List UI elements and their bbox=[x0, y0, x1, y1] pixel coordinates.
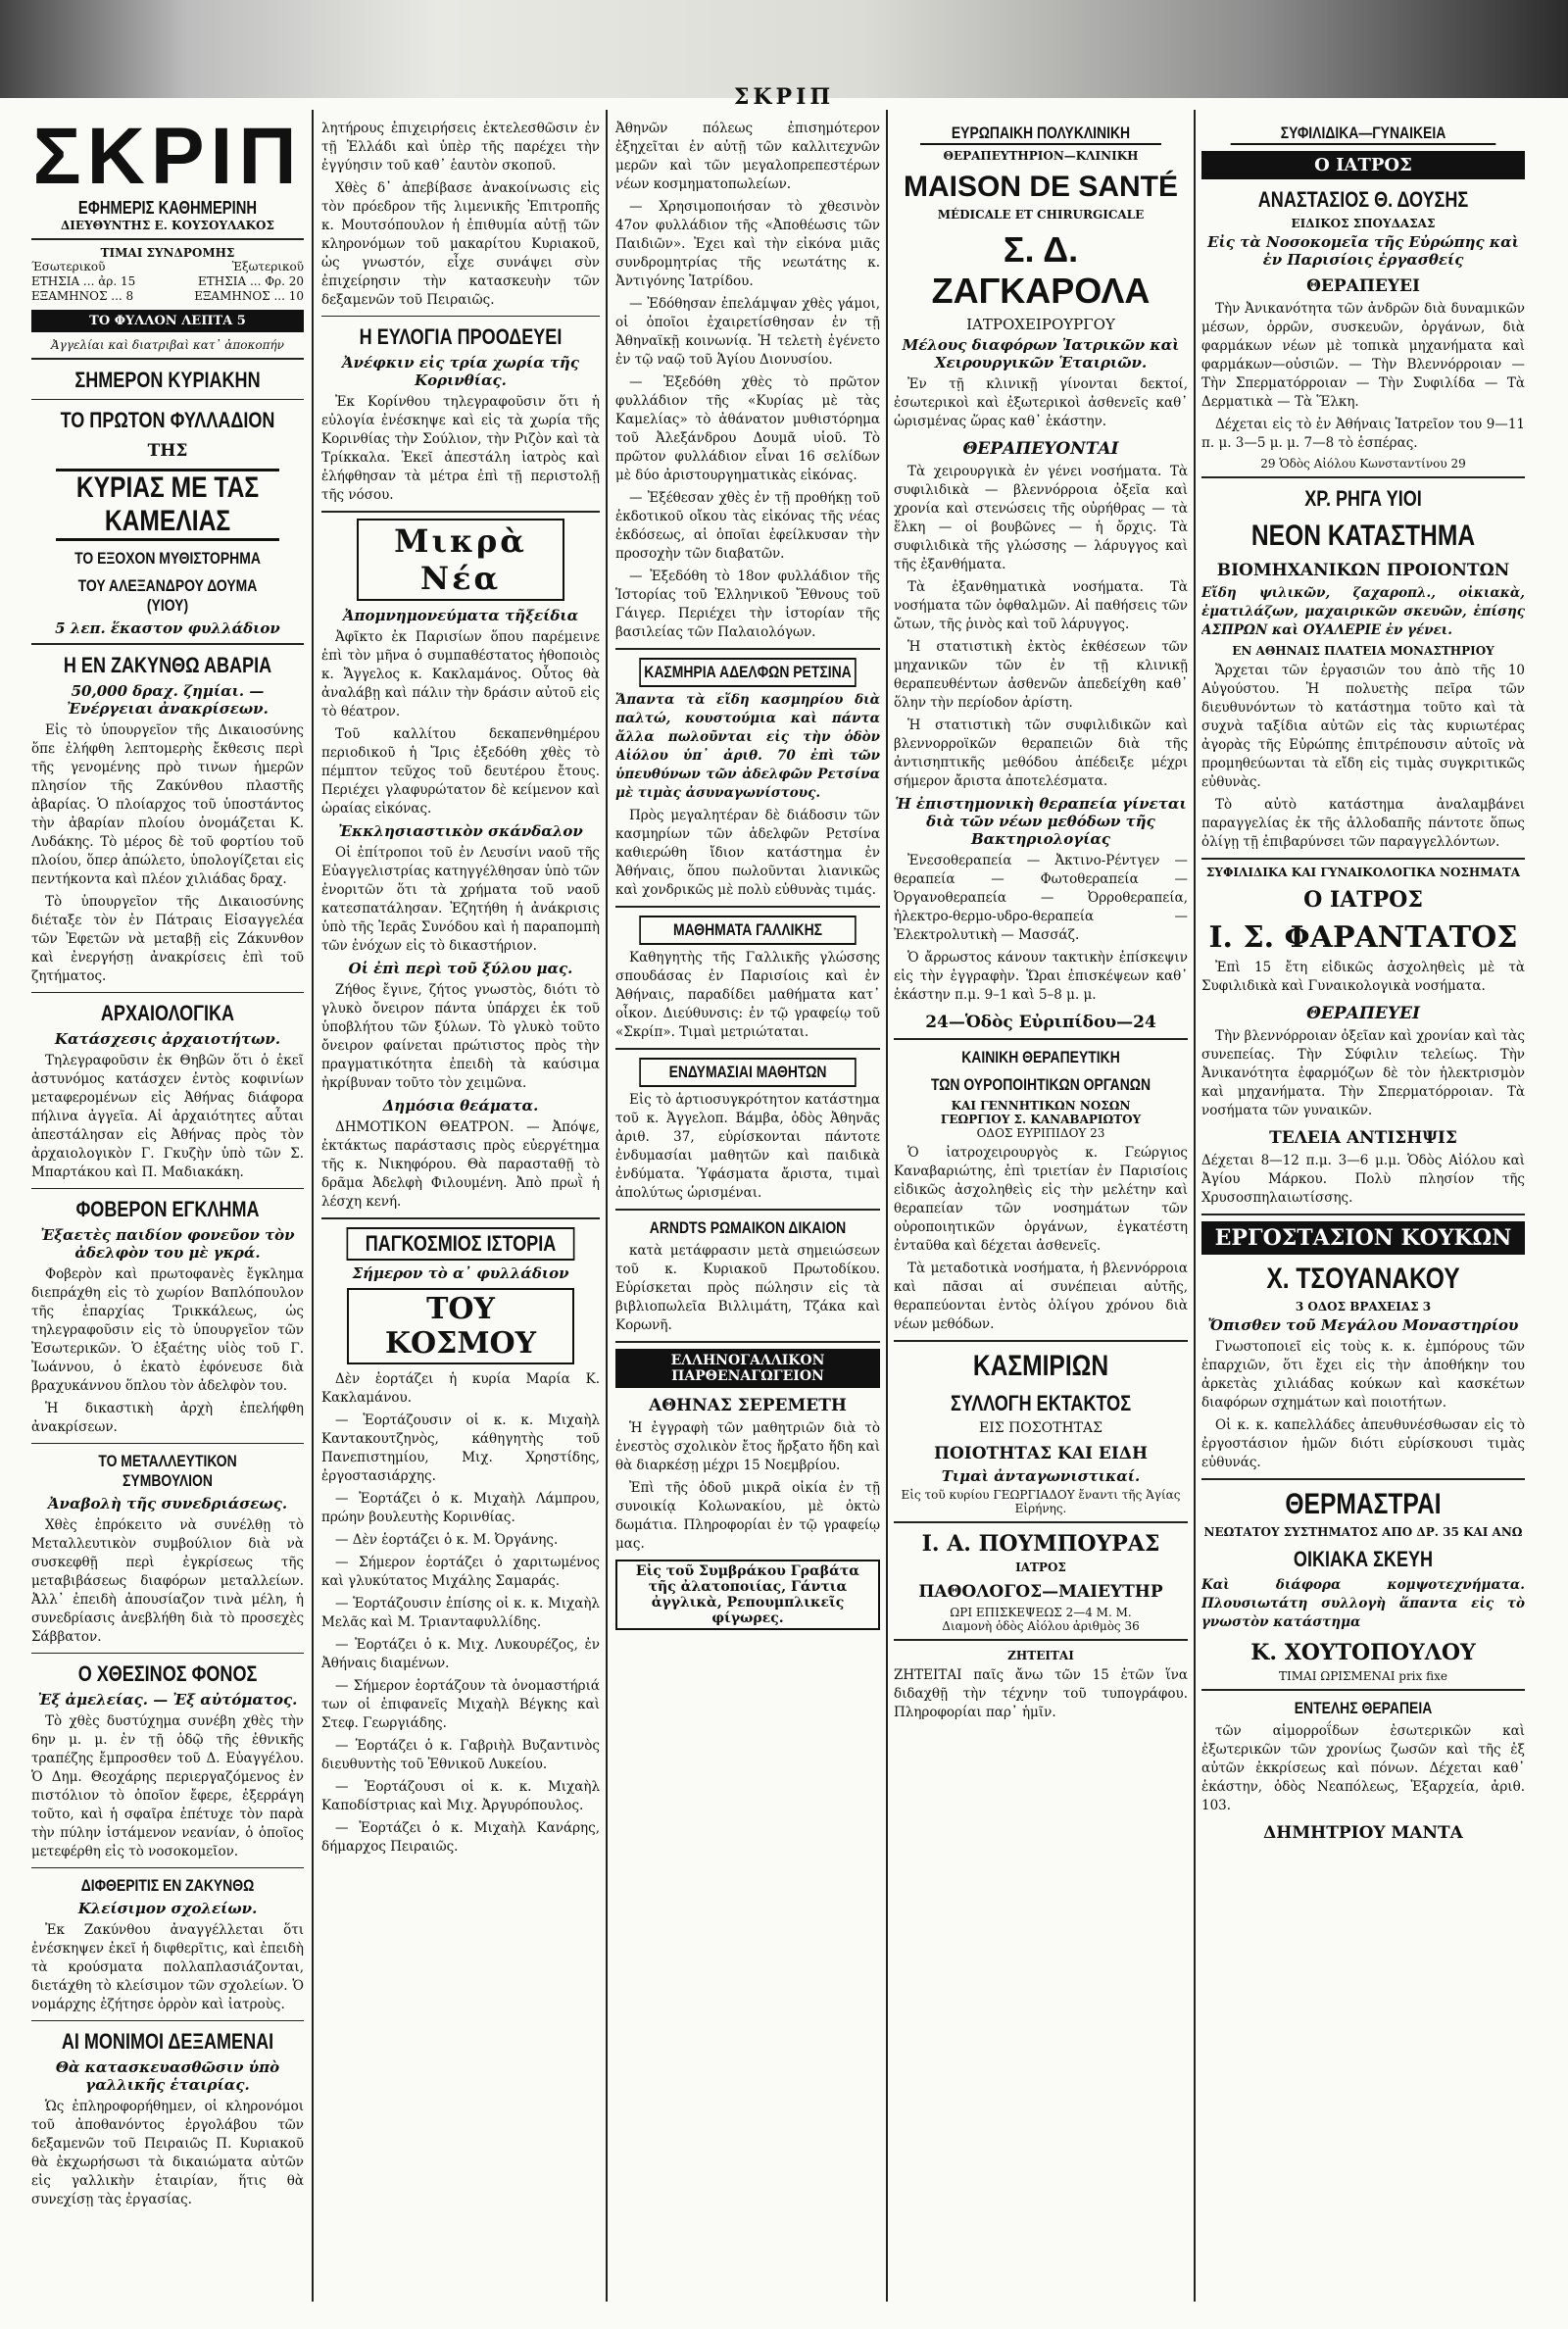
divider bbox=[894, 1639, 1188, 1641]
ad-text: Καθηγητὴς τῆς Γαλλικῆς γλώσσης σπουδάσας ἐν Παρισίοις καὶ ἐν Ἀθήναις, παραδίδει μαθήματα κατ᾽ οἶκον. Διεύθυνσις: ἐν τῷ γραφείῳ τοῦ «Σκρίπ». Τιμαὶ μετριώταται. bbox=[615, 950, 880, 1040]
ad-text: κατὰ μετάφρασιν μετὰ σημειώσεων τοῦ κ. Κυριακοῦ Πρωτοδίκου. Εὑρίσκεται πρὸς πώλησιν εἰς τὰ βιβλιοπωλεῖα Βιλλιμάτη, Τζάκα καὶ Κορωνῆ. bbox=[615, 1243, 880, 1333]
list-item: — Δὲν ἑορτάζει ὁ κ. Μ. Ὀργάνης. bbox=[335, 1532, 559, 1548]
subscription-cell: ΕΤΗΣΙΑ ... Φρ. 20 bbox=[198, 274, 304, 288]
article-text: Φοβερὸν καὶ πρωτοφανὲς ἔγκλημα διεπράχθη εἰς τὸ χωρίον Βαπλόπουλον τῆς ἐπαρχίας Τρικκάλεως, ὡς τηλεγραφοῦσιν εἰς τὸ ὑπουργεῖον τῶν Ἐσωτερικῶν. Ὁ ἑξαέτης υἱὸς τοῦ Γ. Ἰωάννου, ὁ ἑκατὸ ἐφόνευσε διὰ βραχυκάννου ὅπλου τὸν ἀδελφὸν του. bbox=[31, 1266, 304, 1394]
ad-text: Ὁ ἰατροχειρουργὸς κ. Γεώργιος Καναβαριώτης, ἐπὶ τριετίαν ἐν Παρισίοις εἰδικῶς ἀσχοληθεὶς εἰς τὴν μελέτην καὶ θεραπείαν τῶν νοσημάτων τῶν οὐροποιητικῶν ὀργάνων, ἐγκατέστη ἐνταῦθα καὶ δέχεται ἀσθενεῖς. bbox=[894, 1145, 1188, 1254]
running-head: ΣΚΡΙΠ bbox=[733, 84, 835, 110]
headline: ΚΥΡΙΑΣ ΜΕ ΤΑΣ ΚΑΜΕΛΙΑΣ bbox=[56, 469, 279, 541]
ad-subtitle: ΘΕΡΑΠΕΥΤΗΡΙΟΝ—ΚΛΙΝΙΚΗ bbox=[943, 149, 1139, 163]
divider bbox=[1201, 1214, 1525, 1215]
list-item: — Ἑορτάζει ὁ κ. Γαβριὴλ Βυζαντινὸς διευθυντὴς τοῦ Ἐθνικοῦ Λυκείου. bbox=[321, 1738, 600, 1772]
ad-subtitle: Εἰς τὰ Νοσοκομεῖα τῆς Εὐρώπης καὶ ἐν Παρισίοις ἐργασθείς bbox=[1207, 233, 1519, 269]
item-heading: Δημόσια θεάματα. bbox=[382, 1097, 539, 1115]
article-subtitle: Θὰ κατασκευασθῶσιν ὑπὸ γαλλικῆς ἑταιρίας. bbox=[55, 2058, 280, 2094]
ad-text: Εἰς τὸ ἀρτιοσυγκρότητον κατάστημα τοῦ κ. Ἀγγελοπ. Βάμβα, ὁδὸς Ἀθηνᾶς ἀριθ. 37, εὑρίσκονται πάντοτε ἐνδυμασίαι μαθητῶν καὶ παιδικὰ ἐνδύματα. Ὑφάσματα ἄριστα, τιμαὶ ἀπολύτως ὡρισμέναι. bbox=[615, 1092, 880, 1201]
item-heading: Ἀπομνημονεύματα τῆξείδια bbox=[342, 607, 579, 624]
divider bbox=[321, 511, 600, 513]
section-title: Μικρὰ Νέα bbox=[357, 519, 564, 601]
ad-subtitle: Τιμαὶ ἀνταγωνιστικαί. bbox=[941, 1467, 1141, 1485]
doctor-name: Ι. Σ. ΦΑΡΑΝΤΑΤΟΣ bbox=[1208, 920, 1518, 955]
ad-text: Ἐπὶ τῆς ὁδοῦ μικρᾶ οἰκία ἐν τῇ συνοικίᾳ Κολωνακίου, μὲ ὀκτὼ δωμάτια. Πληροφορίαι ἐν τῷ γραφείῳ μας. bbox=[615, 1480, 880, 1552]
headline: ΤΟΥ ΑΛΕΞΑΝΔΡΟΥ ΔΟΥΜΑ (ΥΙΟΥ) bbox=[77, 576, 258, 615]
item-heading: Οἱ ἐπὶ περὶ τοῦ ξύλου μας. bbox=[348, 960, 573, 977]
ad-text: Ἐπὶ 15 ἔτη εἰδικῶς ἀσχοληθεὶς μὲ τὰ Συφιλιδικὰ καὶ Γυναικολογικὰ νοσήματα. bbox=[1201, 960, 1525, 994]
ad-title: ΟΙΚΙΑΚΑ ΣΚΕΥΗ bbox=[1293, 1547, 1434, 1571]
article-subtitle: Κλείσιμον σχολείων. bbox=[77, 1900, 258, 1917]
ad-subtitle: ΕΙΣ ΠΟΣΟΤΗΤΑΣ bbox=[978, 1420, 1103, 1436]
article-text: Τὸ χθὲς δυστύχημα συνέβη χθὲς τὴν 6ην μ. μ. ἐν τῇ ὁδῷ τῆς ἐθνικῆς τραπέζης ἔμπροσθεν τοῦ Δ. Εὐαγγέλου. Ὁ Δημ. Θεοχάρης περιεργαζόμενος ἐν πιστόλιον τὸ ὁποῖον ἔφερε, ἐξερράγη τοῦτο, καὶ ἡ σφαῖρα ἐπέτυχε τὸν παρὰ τὴν πύλην ἱστάμενον νεανίαν, ὁ ὁποῖος μετεφέρθη εἰς τὸ νοσοκομεῖον. bbox=[31, 1713, 304, 1859]
doctor-name: Σ. Δ. ΖΑΓΚΑΡΟΛΑ bbox=[931, 229, 1151, 311]
article-text: Ἐκ Ζακύνθου ἀναγγέλλεται ὅτι ἐνέσκηψεν ἐκεῖ ἡ διφθερῖτις, καὶ ἐπειδὴ τὰ κρούσματα πολλαπλασιάζονται, διετάχθη τὸ κλείσιμον τῶν σχολείων. Ὁ νομάρχης ἐζήτησε ὀρρὸν καὶ ἰατροὺς. bbox=[31, 1922, 304, 2012]
ad-text: Ἡ στατιστικὴ τῶν συφιλιδικῶν καὶ βλεννορροϊκῶν θεραπειῶν διὰ τῆς ἀντισηπτικῆς μεθόδου ἀπέδειξε μέχρι σήμερον ἄριστα ἀποτελέσματα. bbox=[894, 718, 1188, 789]
ads-note: Ἀγγελίαι καὶ διατριβαὶ κατ᾽ ἀποκοπήν bbox=[51, 338, 284, 352]
ad-text: Τὰ ἐξανθηματικὰ νοσήματα. Τὰ νοσήματα τῶν ὀφθαλμῶν. Αἱ παθήσεις τῶν ὤτων, τῆς ῥινὸς καὶ τοῦ λάρυγγος. bbox=[894, 579, 1188, 632]
article-subtitle: 50,000 δραχ. ζημίαι. — Ἐνέργειαι ἀνακρίσεων. bbox=[67, 682, 269, 718]
article-text: Ἐκ Κορίνθου τηλεγραφοῦσιν ὅτι ἡ εὐλογία ἐνέσκηψε καὶ εἰς τὰ χωρία τῆς Κορινθίας τὴν Σούλιον, τὴν Ριζὸν καὶ τὰ Τρίκκαλα. Ἐκεῖ ἀπεστάλη ἰατρὸς καὶ ἐλήφθησαν τὰ μέτρα ἐπὶ τῇ περιστολῇ τῆς νόσου. bbox=[321, 394, 600, 503]
ad-title: ΕΝΤΕΛΗΣ ΘΕΡΑΠΕΙΑ bbox=[1294, 1699, 1433, 1717]
divider bbox=[615, 1209, 880, 1211]
ad-title: ΘΕΡΜΑΣΤΡΑΙ bbox=[1285, 1488, 1442, 1520]
ad-text: Ἄρχεται τῶν ἐργασιῶν του ἀπὸ τῆς 10 Αὐγούστου. Ἡ πολυετὴς πεῖρα τῶν διευθυνόντων τὸ κατάστημα τοῦτο καὶ τὰ συχνὰ ταξίδια αὐτῶν εἰς τὰς κυριωτέρας ἀγορὰς τῆς Εὐρώπης ἐπιτρέπουσιν αὐτοῖς νὰ προμηθεύωνται τὰ εἴδη εἰς τιμὰς συγκριτικῶς εὐθυνὰς. bbox=[1201, 663, 1525, 790]
headline: ΤΟ ΠΡΩΤΟΝ ΦΥΛΛΑΔΙΟΝ bbox=[60, 408, 275, 432]
article-title: Η ΕΥΛΟΓΙΑ ΠΡΟΟΔΕΥΕΙ bbox=[359, 324, 563, 349]
divider bbox=[1201, 858, 1525, 860]
subscription-cell: ΕΞΑΜΗΝΟΣ ... 10 bbox=[194, 289, 304, 303]
ad-title: ΝΕΟΝ ΚΑΤΑΣΤΗΜΑ bbox=[1250, 520, 1476, 552]
list-item: — Ἑορτάζει ὁ κ. Μιχαὴλ Κανάρης, δήμαρχος Πειραιῶς. bbox=[321, 1820, 600, 1855]
ad-subtitle: ΕΝ ΑΘΗΝΑΙΣ ΠΛΑΤΕΙΑ ΜΟΝΑΣΤΗΡΙΟΥ bbox=[1232, 644, 1494, 658]
article-text: Τοῦ καλλίτου δεκαπενθημέρου περιοδικοῦ ἡ Ἴρις ἐξεδόθη χθὲς τὸ πέμπτον τεῦχος τοῦ δευτέρου ἔτους. Περιέχει γλαφυρώτατον δὲ κείμενον καὶ ὡραίας εἰκόνας. bbox=[321, 726, 600, 817]
scan-top-edge bbox=[0, 0, 1568, 98]
ad-subtitle: 3 ΟΔΟΣ ΒΡΑΧΕΙΑΣ 3 bbox=[1295, 1300, 1432, 1313]
subscription-outer: Ἐξωτερικοῦ bbox=[231, 260, 304, 273]
ad-text: Δέχεται 8—12 π.μ. 3—6 μ.μ. Ὁδὸς Αἰόλου καὶ Ἀγίου Μάρκου. Πολὺ πλησίον τῆς Χρυσοσπηλαιωτίσσης. bbox=[1201, 1153, 1525, 1206]
ad-text: Δέχεται εἰς τὸ ἐν Ἀθήναις Ἰατρεῖον του 9—11 π. μ. 3—5 μ. μ. 7—8 τὸ ἑσπέρας. bbox=[1201, 417, 1525, 451]
ad-subtitle: ΘΕΡΑΠΕΥΕΙ bbox=[1306, 276, 1420, 296]
ad-subtitle: ΘΕΡΑΠΕΥΟΝΤΑΙ bbox=[962, 439, 1119, 459]
article-text: ΔΗΜΟΤΙΚΟΝ ΘΕΑΤΡΟΝ. — Ἀπόψε, ἐκτάκτως παράστασις πρὸς εὐεργέτημα τῆς κ. Νικηφόρου. Θὰ παρασταθῇ τὸ δρᾶμα Ἀδελφὴ Φιλουμένη. Ἀπὸ πρωῒ ἡ λέσχη κενή. bbox=[321, 1119, 600, 1210]
article-text: Ὡς ἐπληροφορήθημεν, οἱ κληρονόμοι τοῦ ἀποθανόντος ἐργολάβου τῶν δεξαμενῶν τοῦ Πειραιῶς Π. Κυριακοῦ θὰ ἐκχωρήσωσι τὰ δικαιώματα αὐτῶν εἰς γαλλικὴν ἑταιρίαν, ἥτις θὰ συνεχίσῃ τὰς ἐργασίας. bbox=[31, 2099, 304, 2207]
column-rule bbox=[886, 110, 888, 2302]
article-subtitle: Κατάσχεσις ἀρχαιοτήτων. bbox=[54, 1030, 281, 1048]
ad-title: ΤΕΛΕΙΑ ΑΝΤΙΣΗΨΙΣ bbox=[1269, 1128, 1457, 1148]
ad-text: ΖΗΤΕΙΤΑΙ παῖς ἄνω τῶν 15 ἐτῶν ἵνα διδαχθῇ τὴν τέχνην τοῦ τυπογράφου. Πληροφορίαι παρ᾽ ἡμῖν. bbox=[894, 1667, 1188, 1720]
divider bbox=[615, 648, 880, 650]
ad-title: Κ. ΧΟΥΤΟΠΟΥΛΟΥ bbox=[1250, 1640, 1476, 1665]
divider bbox=[1201, 1478, 1525, 1480]
ad-text: Τὰ μεταδοτικὰ νοσήματα, ἡ βλεννόρροια καὶ πᾶσαι αἱ συνέπειαι αὐτῆς, θεραπεύονται ἐντὸς ὀλίγου χρόνου διὰ νέων μεθόδων. bbox=[894, 1261, 1188, 1332]
article-title: ΔΙΦΘΕΡΙΤΙΣ ΕΝ ΖΑΚΥΝΘΩ bbox=[80, 1876, 255, 1895]
subscription-head bbox=[31, 260, 304, 274]
ad-title: ΣΥΦΙΛΙΔΙΚΑ ΚΑΙ ΓΥΝΑΙΚΟΛΟΓΙΚΑ ΝΟΣΗΜΑΤΑ bbox=[1205, 866, 1521, 879]
article-title: Ο ΧΘΕΣΙΝΟΣ ΦΟΝΟΣ bbox=[77, 1661, 258, 1686]
headline: ΣΗΜΕΡΟΝ ΚΥΡΙΑΚΗΝ bbox=[74, 368, 261, 392]
ad-subtitle: ΤΙΜΑΙ ΩΡΙΣΜΕΝΑΙ prix fixe bbox=[1279, 1669, 1447, 1683]
column-rule bbox=[606, 110, 608, 2302]
column-2 bbox=[321, 116, 600, 2305]
column-1 bbox=[31, 116, 304, 2305]
ad-subtitle: ΓΕΩΡΓΙΟΥ Σ. ΚΑΝΑΒΑΡΙΩΤΟΥ bbox=[940, 1113, 1142, 1126]
article-title: Η ΕΝ ΖΑΚΥΝΘΩ ΑΒΑΡΙΑ bbox=[63, 653, 272, 677]
section-title: ΤΟΥ ΚΟΣΜΟΥ bbox=[347, 1288, 574, 1364]
article-text: Εἰς τὸ ὑπουργεῖον τῆς Δικαιοσύνης ὅπε ἐλήφθη λεπτομερὴς ἔκθεσις περὶ τῆς γενομένης πρὸ τινων ἡμερῶν πλησίον τῆς Ζακύνθου πλαστῆς ἀβαρίας. Ὁ πλοίαρχος τοῦ ὑποστάντος τὴν ἀβαρίαν πλοίου ὀνομάζεται Κ. Λυδάκης. Τὸ μέρος δὲ τοῦ φορτίου τοῦ πλοίου, ὅπερ ἀπώλετο, ὑπολογίζεται εἰς πεντήκοντα καὶ πλέον χιλιάδας δραχ. bbox=[31, 722, 304, 887]
ad-subtitle: ΝΕΩΤΑΤΟΥ ΣΥΣΤΗΜΑΤΟΣ ΑΠΟ ΔΡ. 35 ΚΑΙ ΑΝΩ bbox=[1203, 1525, 1523, 1539]
list-item: — Σήμερον ἑορτάζει ὁ χαριτωμένος καὶ γλυκύτατος Μιχάλης Σαμαράς. bbox=[321, 1555, 600, 1589]
ad-title: Ο ΙΑΤΡΟΣ bbox=[1303, 887, 1423, 913]
subscription-cell: ΕΤΗΣΙΑ ... ἀρ. 15 bbox=[31, 274, 136, 288]
subscription-title: ΤΙΜΑΙ ΣΥΝΔΡΟΜΗΣ bbox=[100, 246, 235, 260]
divider bbox=[31, 238, 304, 240]
ad-text: Τὴν βλεννόρροιαν ὀξεῖαν καὶ χρονίαν καὶ τὰς συνεπείας. Τὴν Σύφιλιν τελείως. Τὴν Ἀνικανότητα ἐφαρμόζων δὲ τὸν ἠλεκτρισμὸν καὶ μηχανήματα. Τὴν Σπερματόρροιαν. Τὰ νοσήματα τῶν γυναικῶν. bbox=[1201, 1028, 1525, 1118]
item-heading: Σήμερον τὸ α᾽ φυλλάδιον bbox=[352, 1264, 569, 1282]
doctor-name: ΑΝΑΣΤΑΣΙΟΣ Θ. ΔΟΥΣΗΣ bbox=[1257, 187, 1469, 212]
subscription-row bbox=[31, 289, 304, 304]
director-line: ΔΙΕΥΘΥΝΤΗΣ Ε. ΚΟΥΣΟΥΛΑΚΟΣ bbox=[61, 219, 274, 232]
article-subtitle: Ἀνέφκιν εἰς τρία χωρία τῆς Κορινθίας. bbox=[342, 354, 579, 389]
ad-subtitle: ΟΔΟΣ ΕΥΡΙΠΙΔΟΥ 23 bbox=[976, 1126, 1105, 1140]
article-text: λητήρους ἐπιχειρήσεις ἐκτελεσθῶσιν ἐν τῇ Ἑλλάδι καὶ ὑπὲρ τῆς παρέχει τὴν ἐγγύησιν τοῦ καθ᾽ ἑαυτὸν σκοποῦ. bbox=[321, 121, 600, 173]
ad-title: Χ. ΤΣΟΥΑΝΑΚΟΥ bbox=[1266, 1263, 1460, 1295]
divider bbox=[31, 1867, 304, 1868]
ad-title: ΚΑΣΜΙΡΙΩΝ bbox=[972, 1350, 1109, 1382]
ad-subtitle: MÉDICALE ET CHIRURGICALE bbox=[937, 208, 1145, 222]
article-text: — Ἐξεδόθη χθὲς τὸ πρῶτον φυλλάδιον τῆς «Κυρίας μὲ τὰς Καμελίας» τὸ ἀθάνατον μυθιστόρημα τοῦ Ἀλεξάνδρου Δουμᾶ υἱοῦ. Τὸ πρῶτον φυλλάδιον εἶναι 16 σελίδων μὲ δύο ἀριστουργηματικὰς εἰκόνας. bbox=[615, 374, 880, 483]
divider bbox=[31, 2020, 304, 2021]
ad-subtitle: Ἡ ἐπιστημονικὴ θεραπεία γίνεται διὰ τῶν νέων μεθόδων τῆς Βακτηριολογίας bbox=[895, 795, 1187, 848]
ad-text: Ἐνεσοθεραπεία — Ἀκτινο-Ρέντγεν — θεραπεία — Φωτοθεραπεία — Ὀργανοθεραπεία — Ὀρροθεραπεία, ἠλεκτρο-θερμο-υδρο-θεραπεία — Ἐλεκτρολυτικὴ — Μασσάζ. bbox=[894, 853, 1188, 943]
ad-text: Εἰς τοῦ κυρίου ΓΕΩΡΓΙΑΔΟΥ ἔναντι τῆς Ἁγίας Εἰρήνης. bbox=[901, 1488, 1181, 1515]
ad-title: Ι. Α. ΠΟΥΜΠΟΥΡΑΣ bbox=[921, 1531, 1160, 1557]
article-text: Ἡ δικαστικὴ ἀρχὴ ἐπελήφθη ἀνακρίσεων. bbox=[31, 1401, 304, 1435]
ad-text: Τὰ χειρουργικὰ ἐν γένει νοσήματα. Τὰ συφιλιδικὰ — βλεννόρροια ὀξεῖα καὶ χρονία καὶ στενώσεις τῆς οὐρήθρας — τὰ ἕλκη — οἱ βουβῶνες — ἡ ὄρχις. Τὰ συφιλιδικὰ τῆς γλώσσης — λάρυγγος καὶ τῆς ἐξανθήματα. bbox=[894, 464, 1188, 572]
ad-text: Τὸ αὐτὸ κατάστημα ἀναλαμβάνει παραγγελίας ἐκ τῆς ἀλλοδαπῆς πάντοτε ὅπως ὀλίγῃ τῇ ἐπιβαρύνσει τῶν παραγγελλόντων. bbox=[1201, 797, 1525, 850]
article-text: Χθὲς δ᾽ ἀπεβίβασε ἀνακοίνωσις εἰς τὸν πρόεδρον τῆς λιμενικῆς Ἐπιτροπῆς κ. Μουτσόπουλον ἡ ἐπιθυμία αὐτῇ τῶν κληρονόμων τοῦ μακαρίτου Κυριακοῦ, ὡς γνωστόν, εἶχε συνάψει σὺν ἐπιχείρησιν τὴν κατασκευὴν τῶν δεξαμενῶν τοῦ Πειραιῶς. bbox=[321, 180, 600, 308]
divider bbox=[615, 1341, 880, 1343]
divider bbox=[31, 358, 304, 360]
section-title: ΠΑΓΚΟΣΜΙΟΣ ΙΣΤΟΡΙΑ bbox=[347, 1227, 575, 1261]
ad-subtitle: Διαμονὴ ὁδὸς Αἰόλου ἀριθμὸς 36 bbox=[942, 1619, 1140, 1633]
ad-text: Καὶ διάφορα κομψοτεχνήματα. Πλουσιωτάτη συλλογὴ ἅπαντα εἰς τὸ γνωστὸν κατάστημα bbox=[1201, 1577, 1525, 1630]
divider bbox=[1201, 1689, 1525, 1691]
article-subtitle: Ἐξαετὲς παιδίον φονεῦον τὸν ἀδελφὸν του μὲ γκρά. bbox=[40, 1226, 295, 1262]
ad-text: Ὁ ἄρρωστος κάνουν τακτικὴν ἐπίσκεψιν εἰς τὴν ἐγγραφὴν. Ὥραι ἐπισκέψεων καθ᾽ ἑκάστην π.μ. 9–1 καὶ 5–8 μ. μ. bbox=[894, 950, 1188, 1003]
ad-subtitle: ΕΙΔΙΚΟΣ ΣΠΟΥΔΑΣΑΣ bbox=[1291, 217, 1436, 230]
ad-title: ΕΡΓΟΣΤΑΣΙΟΝ ΚΟΥΚΩΝ bbox=[1201, 1221, 1525, 1255]
divider bbox=[615, 1048, 880, 1050]
ad-text: Γνωστοποιεῖ εἰς τοὺς κ. κ. ἐμπόρους τῶν ἐπαρχιῶν, ὅτι ἔχει εἰς τὴν ἀποθήκην του ἀρκετὰς χιλιάδας κούκων καὶ κασκέτων διαφόρων σχημάτων καὶ ποιοτήτων. bbox=[1201, 1339, 1525, 1411]
issue-price: ΤΟ ΦΥΛΛΟΝ ΛΕΠΤΑ 5 bbox=[31, 310, 304, 332]
ad-text: Ἐν τῇ κλινικῇ γίνονται δεκτοί, ἐσωτερικοὶ καὶ ἐξωτερικοὶ ἀσθενεῖς καθ᾽ ὡρισμένας ὥρας καθ᾽ ἑκάστην. bbox=[894, 376, 1188, 429]
ad-box: Εἰς τοῦ Συμβράκου Γραβάτα τῆς ἀλατοποιίας, Γάντια ἀγγλικὰ, Ρεπουμπλικεῖς φίγωρες. bbox=[615, 1560, 880, 1630]
subscription-inner: Έσωτερικοῦ bbox=[31, 260, 106, 273]
article-text: Τὸ ὑπουργεῖον τῆς Δικαιοσύνης διέταξε τὸν ἐν Πάτραις Εἰσαγγελέα τῶν Ἐφετῶν νὰ μεταβῇ εἰς Ζάκυνθον καὶ ἐνεργήσῃ ἀνακρίσεις ἐπὶ τοῦ ζητήματος. bbox=[31, 894, 304, 984]
ad-subtitle: ΩΡΙ ΕΠΙΣΚΕΨΕΩΣ 2—4 Μ. Μ. bbox=[950, 1606, 1132, 1619]
ad-subtitle: ΑΘΗΝΑΣ ΣΕΡΕΜΕΤΗ bbox=[649, 1396, 847, 1415]
article-text: Οἱ ἐπίτροποι τοῦ ἐν Λευσίνι ναοῦ τῆς Εὐαγγελιστρίας κατηγγέλθησαν ὑπὸ τῶν ἐνοριτῶν ὅτι τὰ χρήματα τοῦ ναοῦ κατεσπατάλησαν. Ἐζητήθη ἡ ἀνάκρισις ὑπὸ τῆς Ἱερᾶς Συνόδου καὶ ἡ παραπομπὴ τῶν ἐνόχων εἰς τὸ δικαστήριον. bbox=[321, 845, 600, 954]
column-4 bbox=[894, 116, 1188, 2305]
masthead-subtitle: ΕΦΗΜΕΡΙΣ ΚΑΘΗΜΕΡΙΝΗ bbox=[77, 198, 258, 218]
ad-subtitle: ΙΑΤΡΟΣ bbox=[1015, 1561, 1066, 1574]
article-title: ΦΟΒΕΡΟΝ ΕΓΚΛΗΜΑ bbox=[75, 1197, 260, 1221]
ad-text: τῶν αἱμορροΐδων ἐσωτερικῶν καὶ ἐξωτερικῶν τῶν χρονίως ζωσῶν καὶ τῆς ἐξ αὐτῶν ἐκκρίσεως καὶ πόνων. Δέχεται καθ᾽ ἑκάστην, ὁδὸς Νεαπόλεως, Ἐξαρχεία, ἀριθ. 103. bbox=[1201, 1723, 1525, 1813]
article-text: Ζήθος ἔγινε, ζήτος γνωστὸς, διότι τὸ γλυκὸ ὄνειρον πάντα ὑπάρχει ἐκ τοῦ ὑποβλήτου τῶν ξύλων. Τὸ γλυκὸ τοῦτο ὄνειρον φαίνεται πρώτιστος πρὸς τὴν πραγματικότητα ἐπειδὴ τὰ καύσιμα ἠκρίβυναν τοῦτο τὸν χειμῶνα. bbox=[321, 982, 600, 1091]
ad-address: 29 Ὁδὸς Αἰόλου Κωνσταντίνου 29 bbox=[1260, 457, 1466, 471]
article-text: Δὲν ἑορτάζει ἡ κυρία Μαρία Κ. Κακλαμάνου. bbox=[321, 1371, 600, 1406]
ad-title: ΤΩΝ ΟΥΡΟΠΟΙΗΤΙΚΩΝ ΟΡΓΑΝΩΝ bbox=[930, 1075, 1152, 1094]
ad-title: ΖΗΤΕΙΤΑΙ bbox=[1007, 1649, 1074, 1662]
ad-title: MAISON DE SANTÉ bbox=[903, 171, 1179, 203]
list-item: — Ἑορτάζουσιν οἱ κ. κ. Μιχαὴλ Καντακουτζηνὸς, κάθηγητὴς τοῦ Πανεπιστημίου, Μιχ. Χρηστίδης, ἐργοστασιάρχης. bbox=[321, 1412, 600, 1484]
list-item: — Ἑορτάζουσι οἱ κ. κ. Μιχαὴλ Καποδίστριας καὶ Μιχ. Ἀργυρόπουλος. bbox=[321, 1779, 600, 1813]
list-item: — Ἑορτάζει ὁ κ. Μιχ. Λυκουρέζος, ἐν Ἀθήναις διαμένων. bbox=[321, 1637, 600, 1671]
article-title: ΑΙ ΜΟΝΙΜΟΙ ΔΕΞΑΜΕΝΑΙ bbox=[61, 2029, 274, 2054]
divider bbox=[894, 1038, 1188, 1040]
ad-title: ΚΑΙΝΙΚΗ ΘΕΡΑΠΕΥΤΙΚΗ bbox=[961, 1048, 1120, 1066]
divider bbox=[31, 992, 304, 993]
article-subtitle: Ἐξ ἀμελείας. — Ἐξ αὐτόματος. bbox=[37, 1691, 298, 1709]
column-rule bbox=[312, 110, 314, 2302]
ad-subtitle: ΠΟΙΟΤΗΤΑΣ ΚΑΙ ΕΙΔΗ bbox=[933, 1444, 1149, 1463]
ad-subtitle: ΒΙΟΜΗΧΑΝΙΚΩΝ ΠΡΟΙΟΝΤΩΝ bbox=[1216, 561, 1510, 580]
article-title: ΑΡΧΑΙΟΛΟΓΙΚΑ bbox=[100, 1001, 235, 1025]
ad-text: Ἡ ἐγγραφὴ τῶν μαθητριῶν διὰ τὸ ἐνεστὸς σχολικὸν ἔτος ἤρξατο ἤδη καὶ θὰ διαρκέσῃ μέχρι 15 Νοεμβρίου. bbox=[615, 1420, 880, 1473]
divider bbox=[31, 1188, 304, 1189]
ad-text: Ἄπαντα τὰ εἴδη κασμηρίου διὰ παλτώ, κουστούμια καὶ πάντα ἄλλα πωλοῦνται εἰς τὴν ὁδὸν Αἰόλου ὑπ᾽ ἀριθ. 70 ἐπὶ τῶν ὑπευθύνων τῶν ἀδελφῶν Ρετσίνα μὲ τιμὰς ἀσυναγωνίστους. bbox=[615, 692, 880, 801]
ad-subtitle: Ὄπισθεν τοῦ Μεγάλου Μοναστηρίου bbox=[1207, 1316, 1519, 1334]
ad-title: ΚΑΣΜΗΡΙΑ ΑΔΕΛΦΩΝ ΡΕΤΣΙΝΑ bbox=[639, 658, 856, 687]
article-text: Χθὲς ἐπρόκειτο νὰ συνέλθῃ τὸ Μεταλλευτικὸν συμβούλιον διὰ νὰ συσκεφθῇ περὶ ἐγκρίσεως τῆς μεταβιβάσεως διαφόρων μεταλλείων. Ἀλλ᾽ ἐπειδὴ ἀπουσίαζον τινὰ μέλη, ἡ συνεδρίασις ἀνεβλήθη διὰ τὸ προσεχὲς Σάββατον. bbox=[31, 1517, 304, 1645]
ad-subtitle: ΚΑΙ ΓΕΝΝΗΤΙΚΩΝ ΝΟΣΩΝ bbox=[951, 1099, 1131, 1113]
divider bbox=[31, 643, 304, 645]
ad-title: ΣΥΛΛΟΓΗ ΕΚΤΑΚΤΟΣ bbox=[950, 1391, 1132, 1415]
divider bbox=[31, 1443, 304, 1444]
divider bbox=[1201, 476, 1525, 478]
doctor-role: Μέλους διαφόρων Ἰατρικῶν καὶ Χειρουργικῶν Ἑταιριῶν. bbox=[902, 336, 1180, 372]
ad-title: ΕΛΛΗΝΟΓΑΛΛΙΚΟΝ ΠΑΡΘΕΝΑΓΩΓΕΙΟΝ bbox=[615, 1349, 880, 1388]
ad-title: ΕΝΔΥΜΑΣΙΑΙ ΜΑΘΗΤΩΝ bbox=[639, 1058, 856, 1087]
ad-text: Πρὸς μεγαλητέραν δὲ διάδοσιν τῶν κασμηρίων τῶν ἀδελφῶν Ρετσίνα καθιερώθη ἴδιον κατάστημα ἐν Ἀθήναις, ὅπου πωλοῦνται λιανικῶς καὶ χονδρικῶς μὲ πολὺ εὐθυνὰς τιμάς. bbox=[615, 808, 880, 898]
article-text: — Χρησιμοποιήσαν τὸ χθεσινὸν 47ον φυλλάδιον τῆς «Ἀποθέωσις τῶν Παιδιῶν». Ἐχει καὶ τὴν εἰκόνα μιᾶς συνδρομητρίας τῆς νεωτάτης κ. Ἀντιγόνης Ἰατρίδου. bbox=[615, 199, 880, 289]
price-line: 5 λεπ. ἕκαστον φυλλάδιον bbox=[55, 619, 280, 637]
ad-signature: ΔΗΜΗΤΡΙΟΥ ΜΑΝΤΑ bbox=[1263, 1823, 1463, 1843]
ad-title: ΧΡ. ΡΗΓΑ ΥΙΟΙ bbox=[1304, 486, 1422, 511]
ad-subtitle: ΠΑΘΟΛΟΓΟΣ—ΜΑΙΕΥΤΗΡ bbox=[918, 1582, 1163, 1602]
list-item: — Σήμερον ἑορτάζουν τὰ ὀνομαστήριά των οἱ ἐπιφανεῖς Μιχαὴλ Βέγκης καὶ Στεφ. Γεωργιάδης. bbox=[321, 1678, 600, 1731]
article-text: — Ἐδόθησαν ἐπελάμψαν χθὲς γάμοι, οἱ ὁποῖοι ἐχαιρετίσθησαν ἐν τῇ Ἀθηναϊκῇ κοινωνίᾳ. Ἡ τελετὴ ἐγένετο ἐν τῷ ναῷ τοῦ Ἁγίου Διονυσίου. bbox=[615, 296, 880, 368]
list-item: — Ἑορτάζει ὁ κ. Μιχαὴλ Λάμπρου, πρώην βουλευτὴς Κορινθίας. bbox=[321, 1491, 600, 1525]
subscription-row bbox=[31, 274, 304, 289]
article-text: Ἀθηνῶν πόλεως ἐπισημότερον ἐξηχεῖται ἐν αὐτῇ τῶν καλλιτεχνῶν μερῶν καὶ τῶν μεγαλοπρεπεστέρων νέων κοσμηματοπωλείων. bbox=[615, 121, 880, 192]
ad-title: ΜΑΘΗΜΑΤΑ ΓΑΛΛΙΚΗΣ bbox=[639, 916, 856, 945]
subscription-cell: ΕΞΑΜΗΝΟΣ ... 8 bbox=[31, 289, 134, 303]
masthead: ΣΚΡΙΠ bbox=[32, 116, 303, 201]
divider bbox=[31, 399, 304, 400]
divider bbox=[615, 906, 880, 908]
divider bbox=[894, 1340, 1188, 1342]
column-rule bbox=[1194, 110, 1196, 2302]
list-item: — Ἑορτάζουσιν ἐπίσης οἱ κ. κ. Μιχαὴλ Μελᾶς καὶ Μ. Τριανταφυλλίδης. bbox=[321, 1596, 600, 1630]
divider bbox=[31, 1653, 304, 1654]
ad-text: Εἴδη ψιλικῶν, ζαχαροπλ., οἰκιακὰ, ἐματιλάζων, μαχαιρικῶν σκευῶν, ἐπίσης ΑΣΠΡΩΝ καὶ ΟΥΑΛΕΡΙΕ ἐν γένει. bbox=[1201, 585, 1525, 638]
ad-subtitle: ΘΕΡΑΠΕΥΕΙ bbox=[1306, 1004, 1420, 1023]
name-day-list bbox=[321, 1412, 600, 1857]
headline: ΤΗΣ bbox=[147, 441, 188, 461]
ad-text: Τὴν Ἀνικανότητα τῶν ἀνδρῶν διὰ δυναμικῶν μέσων, ὀρρῶν, συσκευῶν, ὀργάνων, διὰ φαρμάκων νέων μὲ τοπικὰ μηχανήματα καὶ φαρμάκων—οὐσιῶν. — Τὴν Βλεννόρροιαν — Τὴν Σπερματόρροιαν — Τὴν Συφιλίδα — Τὰ Δερματικὰ — Τὰ Ἕλκη. bbox=[1201, 301, 1525, 410]
ad-title: ΣΥΦΙΛΙΔΙΚΑ—ΓΥΝΑΙΚΕΙΑ bbox=[1231, 124, 1496, 145]
article-subtitle: Ἀναβολὴ τῆς συνεδριάσεως. bbox=[47, 1495, 288, 1512]
ad-text: Οἱ κ. κ. καπελλάδες ἀπευθυνέσθωσαν εἰς τὸ ἐργοστάσιον ἡμῶν διότι εὑρίσκουσι τιμὰς εὐθυνάς. bbox=[1201, 1417, 1525, 1470]
column-5 bbox=[1201, 116, 1525, 2305]
ad-text: Ἡ στατιστικὴ ἐκτὸς ἐκθέσεων τῶν μηχανικῶν τῶν ἐν τῇ κλινικῇ θεραπευθέντων ἀσθενῶν ἀπεδείχθη καθ᾽ ὅλην τὴν περίοδον ἀρίστη. bbox=[894, 639, 1188, 711]
article-text: — Ἐξεδόθη τὸ 18ον φυλλάδιον τῆς Ἱστορίας τοῦ Ἑλληνικοῦ Ἔθνους τοῦ Γάιγερ. Περιέχει τὴν ἱστορίαν τῆς βασιλείας τῶν Παλαιολόγων. bbox=[615, 569, 880, 640]
divider bbox=[321, 316, 600, 317]
doctor-role: ΙΑΤΡΟΧΕΙΡΟΥΡΓΟΥ bbox=[966, 316, 1115, 333]
article-text: Ἀφῖκτο ἐκ Παρισίων ὅπου παρέμεινε ἐπὶ τὸν μῆνα ὁ συμπαθέστατος ἠθοποιὸς κ. Ἄγγελος κ. Κακλαμάνος. Οὗτος θὰ ἀναλάβῃ καὶ πάλιν τὴν δράσιν αὐτοῦ εἰς τὸ θέατρον. bbox=[321, 629, 600, 719]
ad-title: ΕΥΡΩΠΑΙΚΗ ΠΟΛΥΚΛΙΝΙΚΗ bbox=[920, 124, 1161, 145]
headline: ΤΟ ΕΞΟΧΟΝ ΜΥΘΙΣΤΟΡΗΜΑ bbox=[74, 549, 261, 568]
article-title: ΤΟ ΜΕΤΑΛΛΕΥΤΙΚΟΝ ΣΥΜΒΟΥΛΙΟΝ bbox=[98, 1452, 237, 1490]
article-text: — Ἐξέθεσαν χθὲς ἐν τῇ προθήκῃ τοῦ ἐκδοτικοῦ οἴκου τὰς εἰκόνας τῆς νέας ἐκδόσεως, αἱ ὁποῖαι ἐφείλκυσαν τὴν προσοχὴν τῶν διαβατῶν. bbox=[615, 490, 880, 562]
column-3 bbox=[615, 116, 880, 2305]
article-text: Τηλεγραφοῦσιν ἐκ Θηβῶν ὅτι ὁ ἐκεῖ ἀστυνόμος κατάσχεν ἐντὸς κοφινίων μεταφερομένων εἰς Ἀθήνας διάφορα πήλινα ἀγγεῖα. Αἱ ἀρχαιότητες αὗται ἀπεστάλησαν εἰς Ἀθήνας πρὸς τὸν ἀρχαιολογικὸν Γ. Γκυζὴν ὑπὸ τῶν Σ. Μπαρτάκου καὶ Π. Μαδιακάκη. bbox=[31, 1053, 304, 1180]
divider bbox=[894, 1521, 1188, 1523]
divider bbox=[321, 1217, 600, 1219]
item-heading: Ἐκκλησιαστικὸν σκάνδαλον bbox=[338, 822, 583, 840]
ad-title: Ο ΙΑΤΡΟΣ bbox=[1201, 151, 1525, 179]
ad-address: 24—Ὁδὸς Εὐριπίδου—24 bbox=[925, 1013, 1156, 1032]
ad-title: ARNDTS ΡΩΜΑΙΚΟΝ ΔΙΚΑΙΟΝ bbox=[649, 1218, 847, 1237]
